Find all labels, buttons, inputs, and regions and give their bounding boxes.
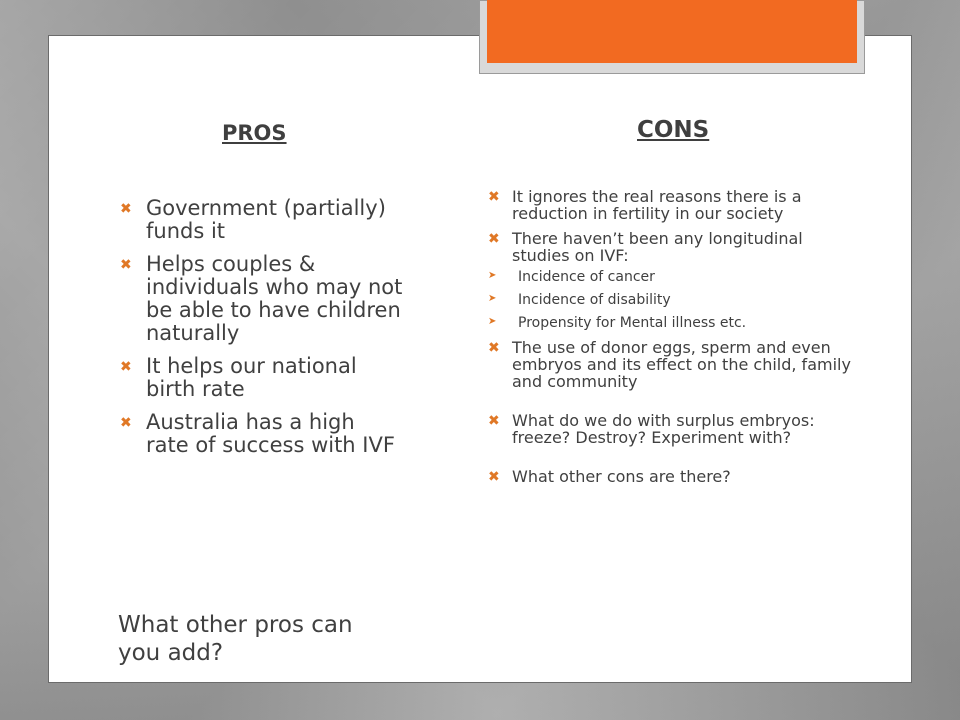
pros-heading: PROS <box>222 121 287 145</box>
cons-list <box>488 187 852 493</box>
cons-item <box>488 187 852 223</box>
pros-item-text: It helps our national birth rate <box>146 354 357 401</box>
bullet-icon: ✖ <box>120 201 132 217</box>
pros-item <box>120 252 404 345</box>
arrow-bullet-icon: ➤ <box>488 316 497 327</box>
arrow-bullet-icon: ➤ <box>488 270 497 281</box>
cons-item <box>488 411 852 447</box>
cons-subitem <box>488 315 852 331</box>
pros-item-text: Australia has a high rate of success with IVF <box>146 410 395 457</box>
cons-subitem-text: Incidence of cancer <box>518 269 655 285</box>
pros-list <box>120 196 404 467</box>
bullet-icon: ✖ <box>488 413 500 429</box>
cons-item-text: There haven’t been any longitudinal studies on IVF: <box>512 229 803 265</box>
cons-item <box>488 467 852 486</box>
cons-item-text: It ignores the real reasons there is a reduction in fertility in our society <box>512 187 802 223</box>
pros-closing-question: What other pros can you add? <box>118 612 353 666</box>
bullet-icon: ✖ <box>120 257 132 273</box>
cons-item-text: What do we do with surplus embryos: freeze? Destroy? Experiment with? <box>512 411 815 447</box>
pros-item <box>120 196 404 243</box>
bullet-icon: ✖ <box>488 469 500 485</box>
cons-sublist <box>488 269 852 331</box>
pros-item <box>120 354 404 401</box>
cons-subitem-text: Propensity for Mental illness etc. <box>518 315 747 331</box>
cons-subitem <box>488 269 852 285</box>
pros-item-text: Helps couples & individuals who may not be able to have children naturally <box>146 252 403 345</box>
cons-subitem-text: Incidence of disability <box>518 292 671 308</box>
bullet-icon: ✖ <box>488 231 500 247</box>
cons-item-text: What other cons are there? <box>512 467 731 486</box>
cons-subitem <box>488 292 852 308</box>
bullet-icon: ✖ <box>120 359 132 375</box>
accent-block <box>487 0 857 63</box>
cons-item-text: The use of donor eggs, sperm and even embryos and its effect on the child, family and community <box>512 338 851 391</box>
cons-item <box>488 338 852 391</box>
pros-item <box>120 410 404 457</box>
bullet-icon: ✖ <box>120 415 132 431</box>
bullet-icon: ✖ <box>488 189 500 205</box>
arrow-bullet-icon: ➤ <box>488 293 497 304</box>
cons-item <box>488 229 852 331</box>
pros-item-text: Government (partially) funds it <box>146 196 386 243</box>
cons-heading: CONS <box>637 117 710 143</box>
bullet-icon: ✖ <box>488 340 500 356</box>
